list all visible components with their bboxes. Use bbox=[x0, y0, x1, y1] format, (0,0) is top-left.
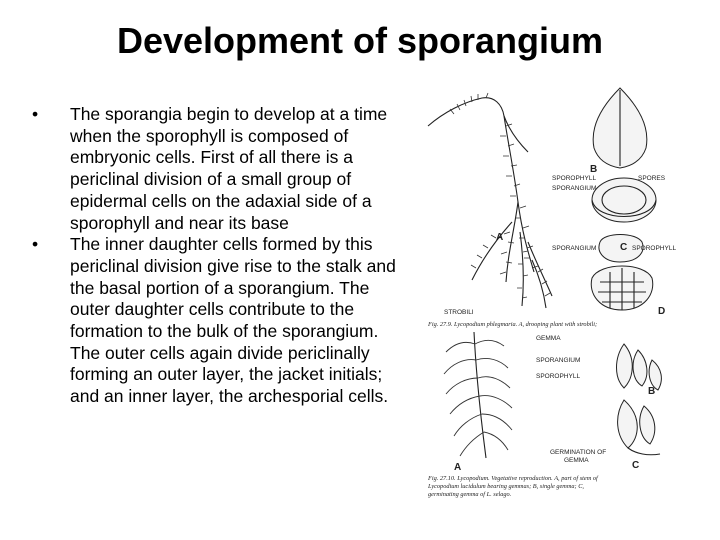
bullet-marker: • bbox=[32, 234, 39, 255]
label-sporangium: SPORANGIUM bbox=[552, 185, 597, 192]
label-sporophyll: SPOROPHYLL bbox=[552, 175, 597, 182]
botanical-figure bbox=[424, 82, 696, 502]
label-spores: SPORES bbox=[638, 175, 666, 182]
bullet-marker: • bbox=[32, 104, 39, 124]
label-a-stem: A bbox=[454, 462, 462, 473]
label-sporangium-c: SPORANGIUM bbox=[552, 245, 597, 252]
label-c: C bbox=[620, 242, 628, 253]
bullet-list bbox=[28, 104, 408, 408]
caption-fig-27-10-line2: Lycopodium lucidulum bearing gemmas; B, single gemma; C, bbox=[428, 483, 584, 490]
label-b-gemma: B bbox=[648, 386, 656, 397]
lycopodium-illustration bbox=[424, 82, 696, 502]
label-strobili: STROBILI bbox=[444, 309, 474, 316]
label-b: B bbox=[590, 164, 598, 175]
bullet-text: The inner daughter cells formed by this periclinal division give rise to the stalk and the basal portion of a sporangium. The outer daughter cells contribute to the formation to the bulk of the sporangium. The outer cells again divide periclinally forming an outer layer, the jacket initials; and an inner layer, the archesporial cells. bbox=[70, 234, 396, 407]
bullet-item bbox=[28, 234, 408, 408]
label-sporophyll-b: SPOROPHYLL bbox=[536, 373, 581, 380]
label-c-germ: C bbox=[632, 460, 640, 471]
label-germination: GERMINATION OF bbox=[550, 449, 607, 456]
caption-fig-27-10-line1: Fig. 27.10. Lycopodium. Vegetative reproduction. A, part of stem of bbox=[428, 475, 598, 482]
bullet-item bbox=[28, 104, 408, 234]
bullet-text: The sporangia begin to develop at a time when the sporophyll is composed of embryonic cells. First of all there is a periclinal division of a small group of epidermal cells on the adaxial side of a sporophyll and near its base bbox=[70, 104, 388, 233]
caption-fig-27-9: Fig. 27.9. Lycopodium phlegmaria. A, drooping plant with strobili; bbox=[428, 321, 598, 328]
caption-fig-27-10-line3: germinating gemma of L. selago. bbox=[428, 491, 512, 498]
label-gemma: GEMMA bbox=[536, 335, 561, 342]
label-d: D bbox=[658, 306, 666, 317]
label-sporophyll-c: SPOROPHYLL bbox=[632, 245, 677, 252]
slide-title: Development of sporangium bbox=[116, 20, 604, 61]
label-gemma-germ: GEMMA bbox=[564, 457, 589, 464]
label-a: A bbox=[496, 232, 504, 243]
label-sporangium-b: SPORANGIUM bbox=[536, 357, 581, 364]
